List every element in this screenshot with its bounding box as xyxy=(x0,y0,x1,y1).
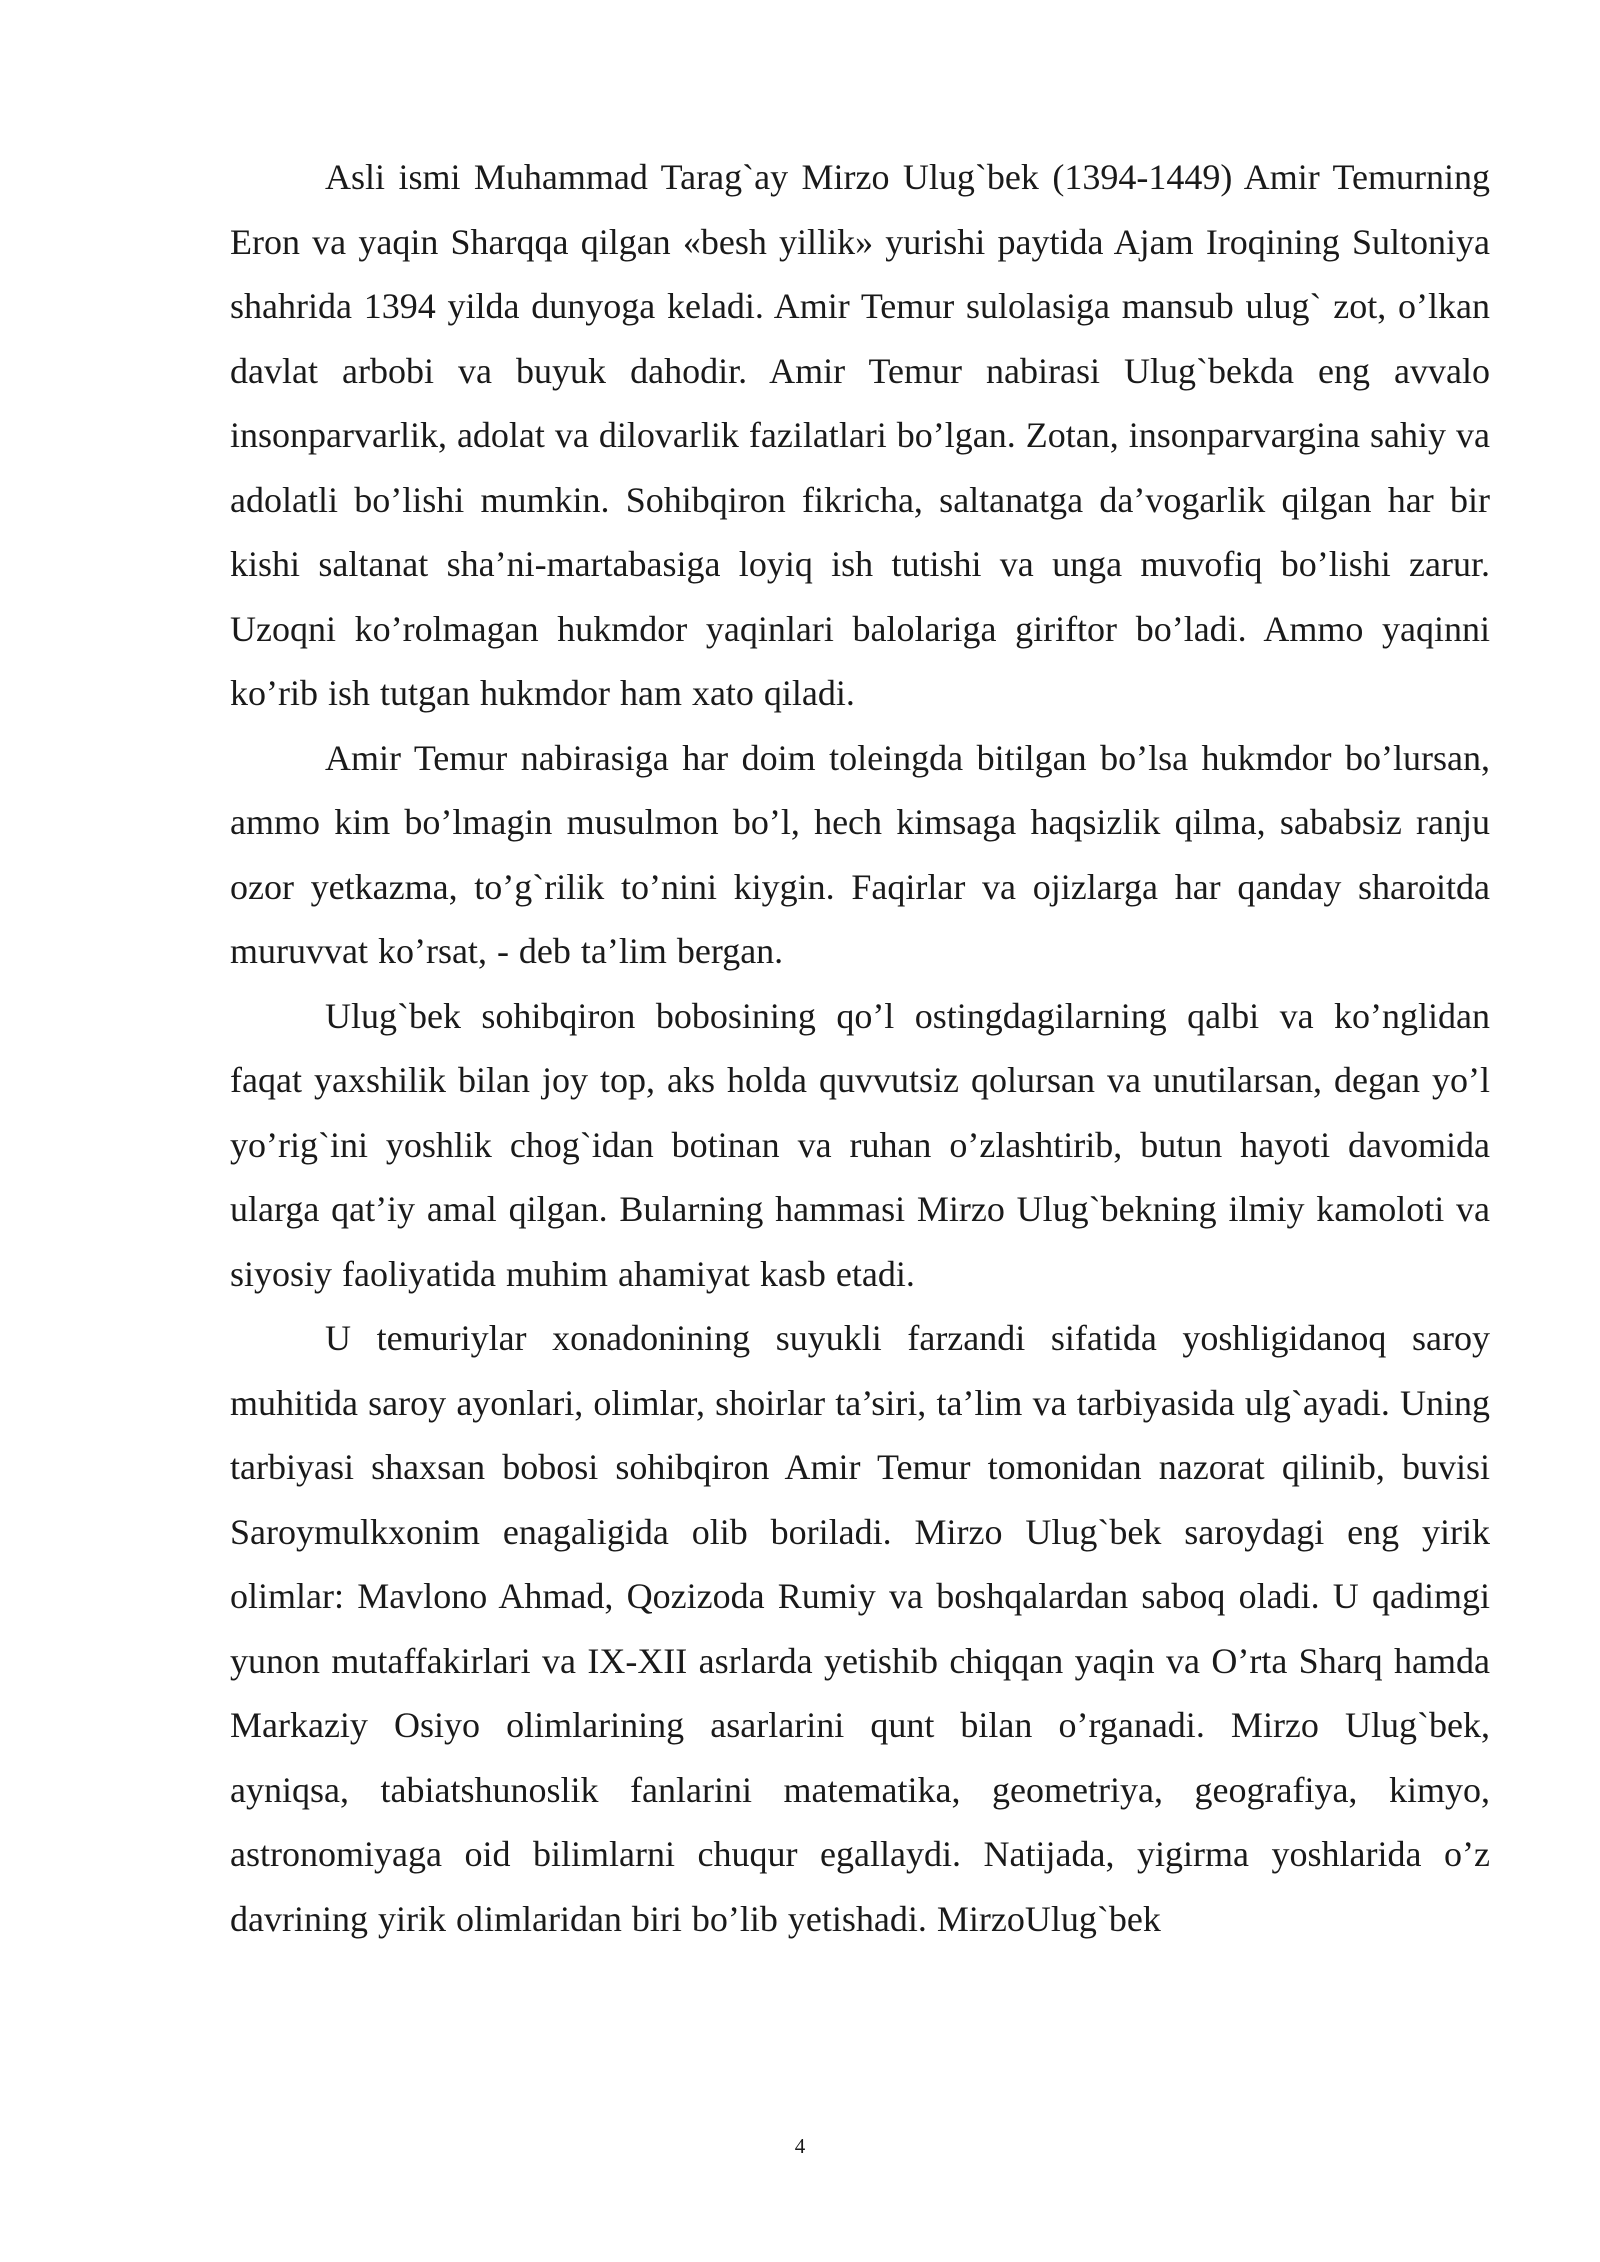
paragraph-2: Amir Temur nabirasiga har doim toleingda bitilgan bo’lsa hukmdor bo’lursan, ammo kim bo’lmagin musulmon bo’l, hech kimsaga haqsizlik qilma, sababsiz ranju ozor yetkazma, to’g`rilik to’nini kiygin. Faqirlar va ojizlarga har qanday sharoitda muruvvat ko’rsat, - deb ta’lim bergan. xyxy=(230,737,1490,971)
paragraph-4: U temuriylar xonadonining suyukli farzandi sifatida yoshligidanoq saroy muhitida saroy ayonlari, olimlar, shoirlar ta’siri, ta’lim va tarbiyasida ulg`ayadi. Uning tarbiyasi shaxsan bobosi sohibqiron Amir Temur tomonidan nazorat qilinib, buvisi Saroymulkxonim enagaligida olib boriladi. Mirzo Ulug`bek saroydagi eng yirik olimlar: Mavlono Ahmad, Qozizoda Rumiy va boshqalardan saboq oladi. U qadimgi yunon mutaffakirlari va IX-XII asrlarda yetishib chiqqan yaqin va O’rta Sharq hamda Markaziy Osiyo olimlarining asarlarini qunt bilan o’rganadi. Mirzo Ulug`bek, ayniqsa, tabiatshunoslik fanlarini matematika, geometriya, geografiya, kimyo, astronomiyaga oid bilimlarni chuqur egallaydi. Natijada, yigirma yoshlarida o’z davrining yirik olimlaridan biri bo’lib yetishadi. MirzoUlug`bek xyxy=(230,1318,1490,1939)
paragraph-1: Asli ismi Muhammad Tarag`ay Mirzo Ulug`bek (1394-1449) Amir Temurning Eron va yaqin Sharqqa qilgan «besh yillik» yurishi paytida Ajam Iroqining Sultoniya shahrida 1394 yilda dunyoga keladi. Amir Temur sulolasiga mansub ulug` zot, o’lkan davlat arbobi va buyuk dahodir. Amir Temur nabirasi Ulug`bekda eng avvalo insonparvarlik, adolat va dilovarlik fazilatlari bo’lgan. Zotan, insonparvargina sahiy va adolatli bo’lishi mumkin. Sohibqiron fikricha, saltanatga da’vogarlik qilgan har bir kishi saltanat sha’ni-martabasiga loyiq ish tutishi va unga muvofiq bo’lishi zarur. Uzoqni ko’rolmagan hukmdor yaqinlari balolariga giriftor bo’ladi. Ammo yaqinni ko’rib ish tutgan hukmdor ham xato qiladi. xyxy=(230,157,1490,713)
body-text xyxy=(230,145,1490,1951)
paragraph-3: Ulug`bek sohibqiron bobosining qo’l ostingdagilarning qalbi va ko’nglidan faqat yaxshilik bilan joy top, aks holda quvvutsiz qolursan va unutilarsan, degan yo’l yo’rig`ini yoshlik chog`idan botinan va ruhan o’zlashtirib, butun hayoti davomida ularga qat’iy amal qilgan. Bularning hammasi Mirzo Ulug`bekning ilmiy kamoloti va siyosiy faoliyatida muhim ahamiyat kasb etadi. xyxy=(230,995,1490,1294)
page-number: 4 xyxy=(794,2134,806,2158)
